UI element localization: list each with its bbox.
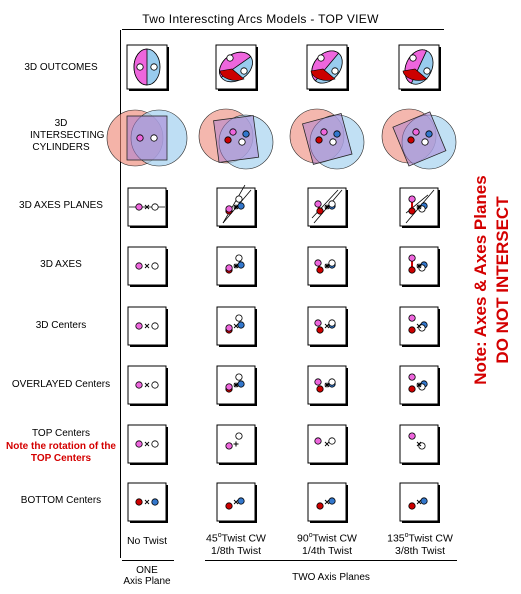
top-dot-r2-c2-a — [315, 201, 321, 207]
center-mark-r5-c1 — [234, 383, 239, 388]
axes-note — [466, 150, 516, 410]
center-dot-r6-c0-a — [136, 441, 142, 447]
top-dot-r2-c3-a — [409, 196, 415, 202]
top-dot-r2-c2-b — [329, 201, 335, 207]
cyl-dot-2-d — [334, 131, 340, 137]
bottom-dot-r7-c3-b — [421, 498, 427, 504]
bottom-dot-r4-c2-a — [317, 327, 323, 333]
cyl-dot-1-a — [225, 137, 231, 143]
center-mark-r2-c1 — [234, 205, 239, 210]
top-dot-r6-c3-a — [409, 433, 415, 439]
top-dot-r6-c1-a — [226, 443, 232, 449]
center-dot-r2-c0-a — [136, 204, 142, 210]
bottom-dot-r3-c1-b — [238, 262, 244, 268]
cyl-dot-3-d — [426, 131, 432, 137]
bottom-dot-r3-c3-a — [409, 267, 415, 273]
top-centers-rotation-note: Note the rotation of the TOP Centers — [6, 441, 116, 464]
bottom-dot-r5-c1-b — [238, 381, 244, 387]
bottom-dot-r4-c1-b — [238, 322, 244, 328]
center-dot-r6-c0-b — [152, 441, 158, 447]
center-dot-r5-c0-b — [152, 382, 158, 388]
bottom-dot-r7-c2-a — [317, 503, 323, 509]
top-dot-r5-c1-a — [226, 384, 232, 390]
cyl-dot-3-c — [422, 139, 428, 145]
row-label-3d-axes-planes: 3D AXES PLANES — [19, 200, 103, 211]
top-dot-r3-c2-a — [315, 260, 321, 266]
outcome-dot-2-a — [318, 55, 324, 61]
top-dot-r5-c2-a — [315, 379, 321, 385]
outcome-dot-2-b — [332, 68, 338, 74]
row-label-overlayed-centers: OVERLAYED Centers — [11, 379, 111, 390]
col-caption-135-twist: 135$^o$Twist CW 3/8th Twist — [387, 532, 453, 557]
center-dot-r3-c0-a — [136, 263, 142, 269]
cylinders-1 — [199, 109, 273, 169]
cyl-dot-3-a — [408, 137, 414, 143]
top-dot-r4-c1-a — [226, 325, 232, 331]
outcome-dot-3-a — [410, 55, 416, 61]
top-dot-r3-c1-b — [236, 255, 242, 261]
two-axis-rule — [205, 560, 457, 561]
top-dot-r6-c2-a — [315, 438, 321, 444]
outcome-dot-3-b — [424, 68, 430, 74]
note-line1: Note: Axes & Axes Planes — [471, 175, 490, 385]
cyl-dot-2-b — [321, 129, 327, 135]
page-title: Two Interescting Arcs Models - TOP VIEW — [142, 12, 379, 26]
center-mark-r5-c3 — [417, 383, 422, 388]
col-caption-no-twist: No Twist — [126, 535, 168, 547]
bottom-dot-r2-c1-b — [238, 203, 244, 209]
top-dot-r5-c3-a — [409, 374, 415, 380]
row-label-top-centers: TOP Centers — [32, 428, 90, 439]
cyl-dot-0-a — [137, 135, 143, 141]
cylinders-3 — [382, 109, 456, 169]
bottom-dot-r4-c3-a — [409, 327, 415, 333]
center-mark-r3-c1 — [234, 264, 239, 269]
top-dot-r6-c1-b — [236, 433, 242, 439]
top-dot-r3-c1-a — [226, 265, 232, 271]
row-label-bottom-centers: BOTTOM Centers — [20, 495, 102, 506]
top-dot-r2-c1-b — [236, 196, 242, 202]
bottom-dot-r2-c3-a — [409, 208, 415, 214]
center-dot-r7-c0-a — [136, 499, 142, 505]
top-dot-r4-c3-a — [409, 315, 415, 321]
note-line2: DO NOT INTERSECT — [493, 196, 512, 364]
center-dot-r4-c0-a — [136, 323, 142, 329]
outcome-dot-1-a — [227, 55, 233, 61]
top-dot-r3-c3-a — [409, 255, 415, 261]
bottom-dot-r5-c2-a — [317, 386, 323, 392]
outcome-dot-1-b — [241, 68, 247, 74]
row-label-3d-centers: 3D Centers — [35, 320, 87, 331]
col-caption-45-twist: 45$^o$Twist CW 1/8th Twist — [206, 532, 266, 557]
top-dot-r4-c2-b — [329, 320, 335, 326]
row-label-3d-outcomes: 3D OUTCOMES — [24, 62, 98, 73]
bottom-dot-r7-c3-a — [409, 503, 415, 509]
one-axis-rule — [122, 560, 174, 561]
top-dot-r4-c2-a — [315, 320, 321, 326]
row-label-3d-intersecting-cylinders: 3D INTERSECTING CYLINDERS — [30, 118, 105, 153]
row-label-3d-axes: 3D AXES — [40, 259, 82, 270]
cyl-dot-1-c — [239, 139, 245, 145]
footer-one-axis-plane: ONE Axis Plane — [123, 565, 171, 587]
cyl-dot-1-b — [230, 129, 236, 135]
top-dot-r5-c2-b — [329, 379, 335, 385]
bottom-dot-r7-c1-b — [238, 498, 244, 504]
footer-two-axis-planes: TWO Axis Planes — [292, 572, 370, 583]
bottom-dot-r2-c2-a — [317, 208, 323, 214]
center-mark-r2-c3 — [417, 205, 422, 210]
center-dot-r3-c0-b — [152, 263, 158, 269]
cyl-dot-1-d — [243, 131, 249, 137]
cyl-dot-2-a — [316, 137, 322, 143]
center-dot-r5-c0-a — [136, 382, 142, 388]
center-mark-r5-c2 — [325, 383, 330, 388]
top-dot-r2-c1-a — [226, 206, 232, 212]
cylinders-0 — [107, 110, 187, 166]
cyl-dot-2-c — [330, 139, 336, 145]
top-dot-r3-c2-b — [329, 260, 335, 266]
center-dot-r2-c0-b — [152, 204, 158, 210]
center-mark-r2-c2 — [325, 205, 330, 210]
top-dot-r6-c2-b — [329, 438, 335, 444]
top-dot-r5-c1-b — [236, 374, 242, 380]
center-dot-r4-c0-b — [152, 323, 158, 329]
outcome-dot-0-a — [137, 64, 143, 70]
bottom-dot-r7-c2-b — [329, 498, 335, 504]
bottom-dot-r3-c2-a — [317, 267, 323, 273]
bottom-dot-r5-c3-a — [409, 386, 415, 392]
bottom-dot-r7-c1-a — [226, 503, 232, 509]
cyl-dot-3-b — [413, 129, 419, 135]
cylinders-2 — [290, 109, 364, 169]
cyl-dot-0-b — [151, 135, 157, 141]
center-mark-r3-c3 — [417, 264, 422, 269]
center-mark-r3-c2 — [325, 264, 330, 269]
outcome-dot-0-b — [151, 64, 157, 70]
col-caption-90-twist: 90$^o$Twist CW 1/4th Twist — [297, 532, 357, 557]
top-dot-r4-c1-b — [236, 315, 242, 321]
center-dot-r7-c0-b — [152, 499, 158, 505]
